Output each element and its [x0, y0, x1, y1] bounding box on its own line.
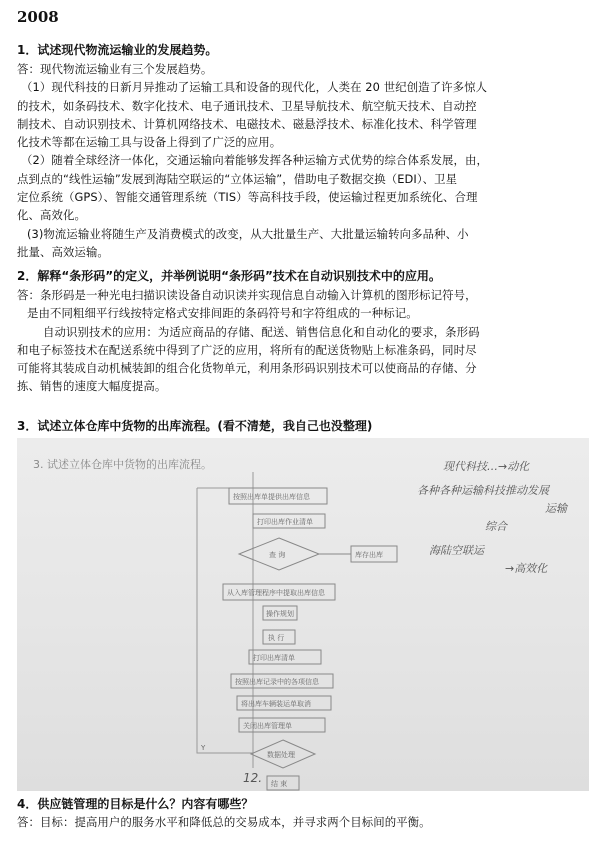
answer-1-line: 制技术、自动识别技术、计算机网络技术、电磁技术、磁悬浮技术、标准化技术、科学管理 — [17, 116, 477, 131]
answer-4-line: 答：目标：提高用户的服务水平和降低总的交易成本，并寻求两个目标间的平衡。 — [17, 815, 431, 829]
flow-box-label: 打印出库清单 — [253, 654, 295, 662]
question-4-title: 4．供应链管理的目标是什么？内容有哪些？ — [17, 797, 254, 811]
answer-2-line: 和电子标签技术在配送系统中得到了广泛的应用，将所有的配送货物贴上标准条码，同时尽 — [17, 342, 477, 357]
handwritten-number: 12. — [243, 771, 263, 785]
question-1-title: 1．试述现代物流运输业的发展趋势。 — [17, 43, 218, 57]
answer-1-line: 的技术，如条码技术、数字化技术、电子通讯技术、卫星导航技术、航空航天技术、自动控 — [17, 98, 477, 113]
answer-1-line: 答：现代物流运输业有三个发展趋势。 — [17, 62, 213, 76]
answer-1-line: 批量、高效运输。 — [17, 244, 109, 259]
answer-2-line: 自动识别技术的应用：为适应商品的存储、配送、销售信息化和自动化的要求，条形码 — [43, 324, 480, 339]
flow-box-label: 按照出库单提供出库信息 — [233, 493, 310, 501]
handwriting-line: →高效化 — [505, 562, 548, 575]
flow-boxes — [223, 488, 397, 790]
answer-1-line: (3)物流运输业将随生产及消费模式的改变，从大批量生产、大批量运输转向多品种、小 — [27, 226, 469, 241]
answer-1-line: （1）现代科技的日新月异推动了运输工具和设备的现代化，人类在 20 世纪创造了许多惊人 — [21, 80, 488, 95]
year-heading: 2008 — [17, 8, 59, 26]
answer-2-line: 答：条形码是一种光电扫描识读设备自动识读并实现信息自动输入计算机的图形标记符号， — [17, 288, 477, 302]
flow-box-label: 操作规划 — [266, 610, 294, 618]
flowchart-scan-image — [17, 438, 589, 791]
handwriting-line: 现代科技…→动化 — [443, 460, 530, 473]
handwriting-line: 各种各种运输科技推动发展 — [417, 484, 549, 497]
flow-box-label: 打印出库作业清单 — [257, 518, 313, 526]
flow-box-label: 按照出库记录中的各项信息 — [235, 678, 319, 686]
loop-mark-y: Y — [201, 744, 206, 752]
flow-decision-label: 数据处理 — [267, 751, 295, 759]
flow-box-label: 结 束 — [271, 780, 288, 788]
flow-decision-label: 查 询 — [269, 551, 286, 559]
flowchart-diagram — [17, 438, 589, 791]
handwriting-line: 海陆空联运 — [429, 544, 484, 557]
flow-box-label: 关闭出库管理单 — [243, 722, 292, 730]
answer-2-line: 可能将其装成自动机械装卸的组合化货物单元，利用条形码识别技术可以使商品的存储、分 — [17, 361, 477, 376]
flow-side-box-label: 库存出库 — [355, 551, 383, 559]
answer-2-line: 是由不同粗细平行线按特定格式安排间距的条码符号和字符组成的一种标记。 — [27, 306, 418, 321]
answer-1-line: 点到点的“线性运输”发展到海陆空联运的“立体运输”，借助电子数据交换（EDI）、卫星 — [17, 171, 458, 186]
answer-1-line: 化、高效化。 — [17, 208, 86, 223]
question-3-title: 3．试述立体仓库中货物的出库流程。(看不清楚，我自己也没整理) — [17, 419, 373, 433]
answer-1-line: 化技术等都在运输工具与设备上得到了广泛的应用。 — [17, 135, 282, 150]
answer-1 — [17, 60, 591, 261]
flow-box-label: 执 行 — [268, 634, 285, 642]
answer-2-line: 拣、销售的速度大幅度提高。 — [17, 379, 167, 394]
answer-1-line: （2）随着全球经济一体化，交通运输向着能够发挥各种运输方式优势的综合体系发展，由， — [21, 153, 488, 168]
handwritten-notes — [417, 460, 569, 575]
handwriting-line: 运输 — [545, 502, 567, 515]
flow-box-label: 从入库管理程序中提取出库信息 — [227, 589, 325, 597]
question-2-title: 2．解释“条形码”的定义，并举例说明“条形码”技术在自动识别技术中的应用。 — [17, 269, 441, 283]
handwriting-line: 综合 — [485, 520, 507, 533]
answer-4 — [17, 813, 591, 831]
flow-box-label: 将出库车辆装运单取消 — [241, 700, 311, 708]
answer-2 — [17, 286, 591, 396]
answer-1-line: 定位系统（GPS）、智能交通管理系统（TIS）等高科技手段，使运输过程更加系统化、合理 — [17, 190, 478, 205]
scan-question-text: 3. 试述立体仓库中货物的出库流程。 — [33, 458, 212, 471]
